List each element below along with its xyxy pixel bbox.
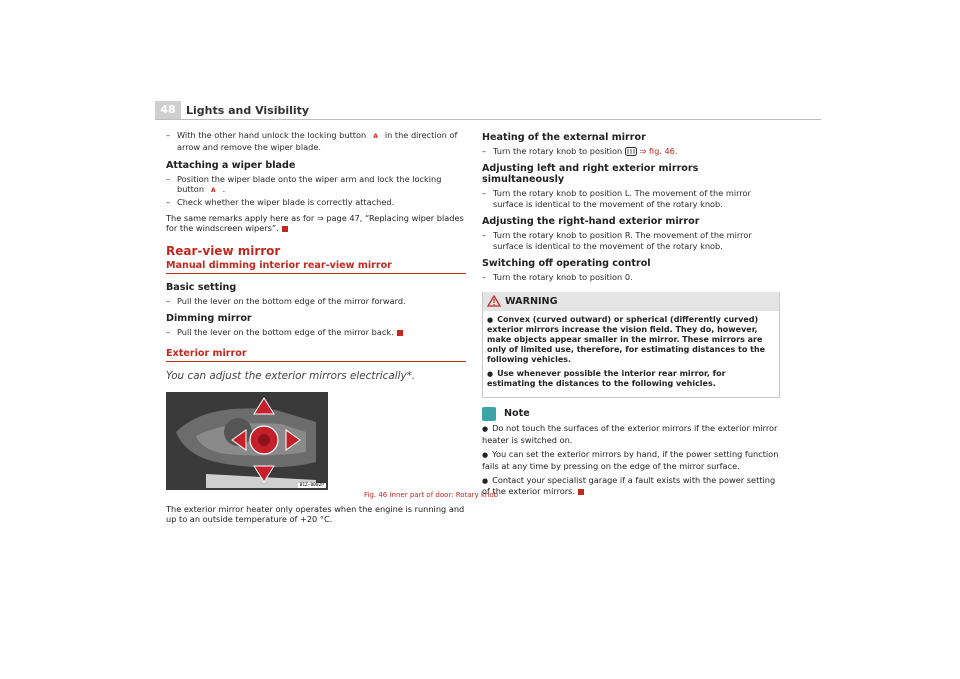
attach-step-1-text: Position the wiper blade onto the wiper arm and lock the locking button: [177, 173, 442, 195]
unlock-step-text: With the other hand unlock the locking button: [177, 130, 367, 140]
rotary-knob-figure: [166, 392, 328, 490]
warning-triangle-icon: [487, 295, 501, 307]
dimming-step: [166, 327, 466, 337]
end-of-section-icon: [578, 489, 584, 495]
chapter-title: Lights and Visibility: [186, 104, 310, 117]
switch-off-step: – Turn the rotary knob to position 0.: [482, 272, 780, 282]
mirror-heating-icon: [625, 147, 637, 156]
basic-setting-heading: Basic setting: [166, 281, 237, 293]
figure-reference[interactable]: ⇒ fig. 46.: [639, 146, 678, 156]
figure-caption: Fig. 46 Inner part of door: Rotary knob: [364, 491, 499, 499]
rearview-heading: Rear-view mirror: [166, 243, 281, 258]
note-item-text: Contact your specialist garage if a fault exists with the power setting of the exterior mirrors.: [482, 475, 776, 497]
note-item: ● You can set the exterior mirrors by hand, if the power setting function fails at any time by pressing on the edge of the mirror surface.: [482, 449, 780, 471]
page-number: 48: [155, 101, 181, 119]
remarks-paragraph: [166, 213, 466, 234]
note-item: ● Do not touch the surfaces of the exterior mirrors if the exterior mirror heater is switched on.: [482, 423, 780, 445]
unlock-step-tail: in the direction of arrow and remove the wiper blade.: [177, 130, 458, 153]
end-of-section-icon: [282, 226, 288, 232]
header-rule: [155, 119, 821, 120]
dimming-heading: Dimming mirror: [166, 313, 252, 325]
note-title: Note: [504, 408, 530, 420]
note-item: [482, 475, 780, 497]
basic-setting-step: – Pull the lever on the bottom edge of the mirror forward.: [166, 296, 466, 306]
rotary-knob-illustration: [166, 392, 328, 490]
dimming-step-text: Pull the lever on the bottom edge of the mirror back.: [177, 327, 394, 338]
heating-step-text: Turn the rotary knob to position: [493, 146, 623, 156]
attach-heading: Attaching a wiper blade: [166, 159, 296, 171]
exterior-intro: You can adjust the exterior mirrors electrically*.: [166, 369, 416, 382]
left-column: [166, 130, 466, 530]
exterior-subheading: Exterior mirror: [166, 348, 466, 362]
warning-title: WARNING: [505, 296, 558, 308]
unlock-step: [166, 130, 466, 153]
both-mirrors-step: – Turn the rotary knob to position L. The movement of the mirror surface is identical to the movement of the rotary knob.: [482, 188, 780, 209]
attach-step-1: – Position the wiper blade onto the wiper arm and lock the locking button A .: [166, 174, 466, 197]
attach-button-letter: A: [211, 187, 216, 195]
locking-button-letter: A: [373, 133, 378, 140]
end-of-section-icon: [397, 330, 403, 336]
warning-item: ● Use whenever possible the interior rear mirror, for estimating the distances to the following vehicles.: [487, 369, 775, 389]
switch-off-heading: Switching off operating control: [482, 258, 651, 270]
both-mirrors-heading: Adjusting left and right exterior mirrors simultaneously: [482, 163, 699, 186]
heating-step: [482, 146, 780, 156]
dimming-subheading: Manual dimming interior rear-view mirror: [166, 260, 466, 274]
warning-item: ● Convex (curved outward) or spherical (differently curved) exterior mirrors increase the vision field. They do, however, make objects appear smaller in the mirror. These mirrors are only of limited use, therefore, for estimating distances to the following vehicles.: [487, 315, 775, 365]
figure-code: B1Z-0002P: [299, 482, 324, 488]
heating-heading: Heating of the external mirror: [482, 132, 646, 143]
warning-body: [483, 311, 779, 397]
note-icon: [482, 407, 496, 421]
heater-note: The exterior mirror heater only operates when the engine is running and up to an outside temperature of +20 °C.: [166, 503, 465, 525]
right-mirror-step: – Turn the rotary knob to position R. The movement of the mirror surface is identical to the movement of the rotary knob.: [482, 230, 780, 251]
note-header: [482, 408, 780, 419]
right-column: [482, 130, 780, 501]
right-mirror-heading: Adjusting the right-hand exterior mirror: [482, 216, 700, 228]
warning-box: [482, 292, 780, 398]
attach-step-2: – Check whether the wiper blade is correctly attached.: [166, 197, 466, 207]
warning-header: [483, 292, 779, 311]
remarks-text: The same remarks apply here as for ⇒ page 47, “Replacing wiper blades for the windscreen wipers”.: [166, 213, 464, 234]
